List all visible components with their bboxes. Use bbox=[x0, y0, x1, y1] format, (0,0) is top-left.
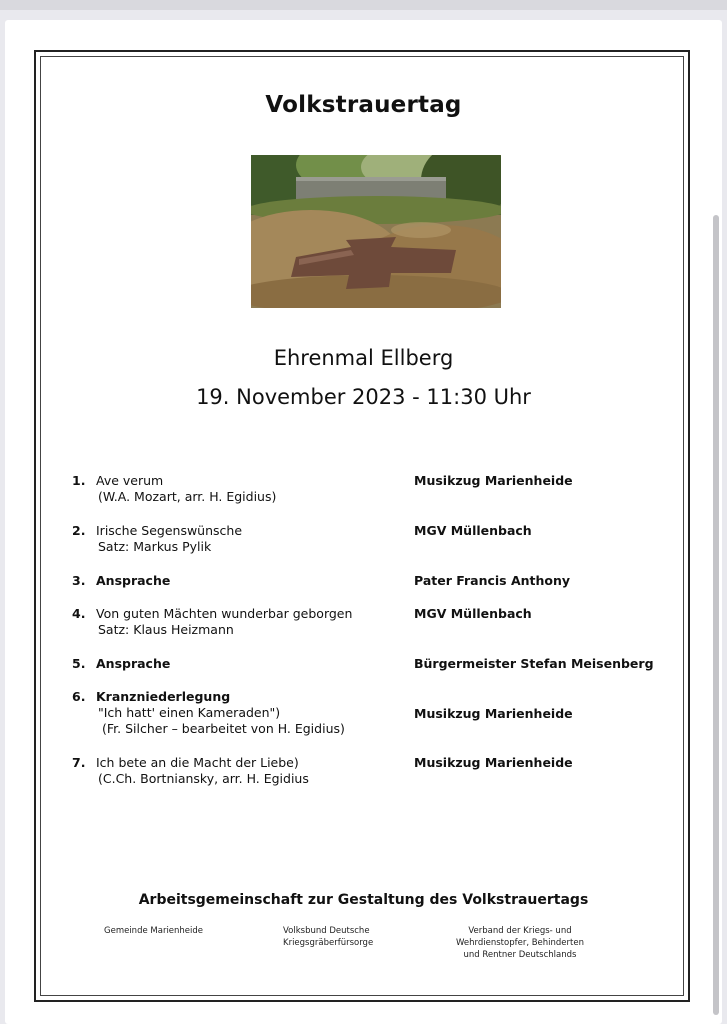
item-number: 5. bbox=[72, 656, 86, 671]
item-title: Kranzniederlegung bbox=[96, 689, 231, 704]
item-title: Irische Segenswünsche bbox=[96, 523, 243, 538]
org-line: Kriegsgräberfürsorge bbox=[283, 938, 374, 948]
org-line: und Rentner Deutschlands bbox=[463, 950, 577, 960]
item-performer: MGV Müllenbach bbox=[414, 523, 532, 538]
org-line: Wehrdienstopfer, Behinderten bbox=[456, 938, 584, 948]
org-line: Gemeinde Marienheide bbox=[104, 926, 204, 936]
item-performer: Pater Francis Anthony bbox=[414, 573, 571, 588]
item-number: 4. bbox=[72, 606, 86, 621]
item-title: Von guten Mächten wunderbar geborgen bbox=[96, 606, 353, 621]
item-number: 6. bbox=[72, 689, 86, 704]
item-note: (W.A. Mozart, arr. H. Egidius) bbox=[98, 489, 277, 504]
item-performer: Musikzug Marienheide bbox=[414, 473, 573, 488]
item-performer: Musikzug Marienheide bbox=[414, 755, 573, 770]
memorial-photo bbox=[251, 155, 501, 308]
org-line: Volksbund Deutsche bbox=[283, 926, 370, 936]
item-performer: MGV Müllenbach bbox=[414, 606, 532, 621]
location: Ehrenmal Ellberg bbox=[273, 346, 454, 370]
item-title: Ave verum bbox=[96, 473, 164, 488]
organization-3 bbox=[445, 925, 595, 961]
item-performer: Bürgermeister Stefan Meisenberg bbox=[414, 656, 654, 671]
item-performer: Musikzug Marienheide bbox=[414, 706, 573, 721]
page-title: Volkstrauertag bbox=[265, 92, 462, 118]
item-note: (C.Ch. Bortniansky, arr. H. Egidius bbox=[98, 771, 309, 786]
organization-2 bbox=[283, 925, 373, 949]
org-line: Verband der Kriegs- und bbox=[468, 926, 572, 936]
item-number: 1. bbox=[72, 473, 86, 488]
organization-1 bbox=[104, 925, 203, 937]
date-time: 19. November 2023 - 11:30 Uhr bbox=[196, 385, 531, 409]
item-number: 2. bbox=[72, 523, 86, 538]
item-number: 7. bbox=[72, 755, 86, 770]
footer-title: Arbeitsgemeinschaft zur Gestaltung des Volkstrauertags bbox=[138, 892, 589, 908]
item-note: "Ich hatt' einen Kameraden") bbox=[98, 705, 281, 720]
item-title: Ansprache bbox=[96, 573, 171, 588]
item-title: Ich bete an die Macht der Liebe) bbox=[96, 755, 299, 770]
item-note-2: (Fr. Silcher – bearbeitet von H. Egidius) bbox=[102, 721, 345, 736]
browser-top-bar bbox=[0, 0, 727, 10]
item-number: 3. bbox=[72, 573, 86, 588]
item-note: Satz: Markus Pylik bbox=[98, 539, 212, 554]
item-note: Satz: Klaus Heizmann bbox=[98, 622, 234, 637]
item-title: Ansprache bbox=[96, 656, 171, 671]
